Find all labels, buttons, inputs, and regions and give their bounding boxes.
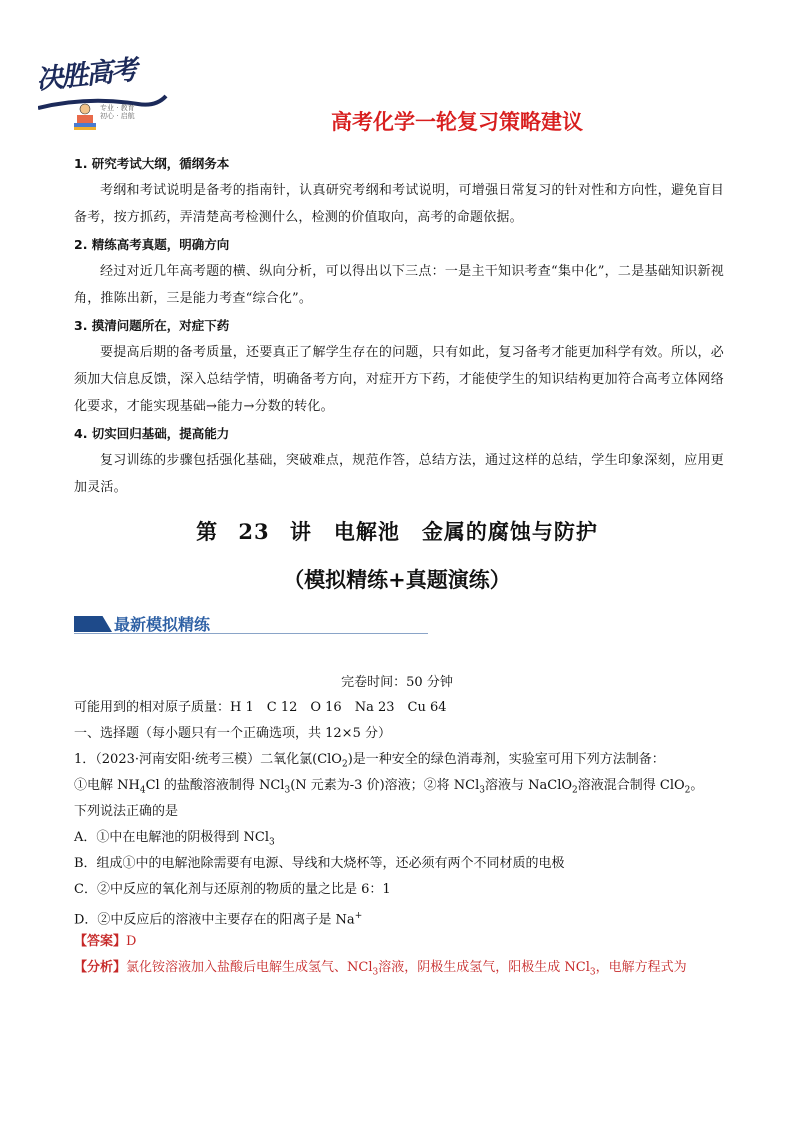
logo-text: 决胜高考 — [34, 54, 138, 96]
subscript: 4 — [139, 785, 146, 796]
question-1-prompt: 下列说法正确的是 — [74, 804, 179, 819]
q1-method-part: (N 元素为-3 价)溶液；②将 NCl — [290, 778, 480, 793]
analysis-label: 【分析】 — [74, 960, 127, 975]
analysis-text: 氯化铵溶液加入盐酸后电解生成氢气、NCl — [126, 960, 373, 975]
analysis-line — [74, 955, 734, 981]
strategy-paragraph-3: 要提高后期的备考质量，还要真正了解学生存在的问题，只有如此，复习备考才能更加科学有效。所以，必须加大信息反馈，深入总结学情，明确备考方向，对症开方下药，才能使学生的知识结构更加符合高考立体网络化要求，才能实现基础→能力→分数的转化。 — [74, 345, 724, 414]
q1-method-part: 溶液混合制得 ClO — [577, 778, 685, 793]
lecture-subtitle: （模拟精练+真题演练） — [283, 567, 511, 592]
answer-line — [74, 929, 734, 955]
section-banner-title: 最新模拟精练 — [114, 615, 211, 634]
subscript: 3 — [372, 967, 379, 978]
strategy-heading-4: 4. 切实回归基础，提高能力 — [74, 426, 230, 441]
q1-method-part: 。 — [690, 778, 704, 793]
lecture-title: 第 23 讲 电解池 金属的腐蚀与防护 — [196, 519, 598, 544]
atomic-masses: 可能用到的相对原子质量：H 1 C 12 O 16 Na 23 Cu 64 — [74, 700, 447, 715]
question-1-methods — [74, 773, 734, 799]
logo-subtext-line-2: 初心 · 启航 — [100, 112, 135, 120]
page-title — [0, 106, 794, 136]
question-area — [74, 695, 734, 981]
option-d — [74, 903, 734, 929]
strategy-paragraph-2: 经过对近几年高考题的横、纵向分析，可以得出以下三点：一是主干知识考查“集中化”，二是基础知识新视角，推陈出新，三是能力考查“综合化”。 — [74, 264, 724, 306]
subscript: 3 — [284, 785, 291, 796]
strategy-paragraph-4: 复习训练的步骤包括强化基础，突破难点，规范作答，总结方法，通过这样的总结，学生印象深刻，应用更加灵活。 — [74, 453, 724, 495]
option-d-text: D．②中反应后的溶液中主要存在的阳离子是 Na — [74, 912, 355, 928]
strategy-heading-3: 3. 摸清问题所在，对症下药 — [74, 318, 230, 333]
strategy-section — [74, 150, 724, 501]
section-instruction: 一、选择题（每小题只有一个正确选项，共 12×5 分） — [74, 726, 391, 741]
logo-subtext-line-1: 专业 · 教育 — [100, 104, 135, 112]
strategy-heading-2: 2. 精练高考真题，明确方向 — [74, 237, 230, 252]
question-1-stem — [74, 747, 734, 773]
banner-tab-shape — [74, 616, 112, 632]
page-title-text: 高考化学一轮复习策略建议 — [331, 110, 583, 134]
section-banner — [74, 612, 428, 636]
q1-stem-part: )是一种安全的绿色消毒剂，实验室可用下列方法制备： — [347, 752, 665, 767]
subscript: 3 — [589, 967, 596, 978]
subscript: 2 — [572, 785, 578, 796]
subscript: 2 — [341, 759, 348, 770]
subscript: 3 — [479, 785, 485, 796]
strategy-paragraph-1: 考纲和考试说明是备考的指南针，认真研究考纲和考试说明，可增强日常复习的针对性和方向性，避免盲目备考，按方抓药，弄清楚高考检测什么，检测的价值取向，高考的命题依据。 — [74, 183, 724, 225]
superscript: + — [354, 911, 363, 921]
subscript: 2 — [684, 785, 691, 796]
option-c: C．②中反应的氧化剂与还原剂的物质的量之比是 6：1 — [74, 882, 391, 897]
answer-value: D — [126, 934, 137, 949]
subscript: 3 — [269, 837, 275, 848]
q1-method-part: ①电解 NH — [74, 778, 140, 793]
analysis-text: ，电解方程式为 — [595, 960, 687, 975]
q1-method-part: 溶液与 NaClO — [484, 778, 573, 793]
option-a — [74, 825, 734, 851]
exam-time: 完卷时间：50 分钟 — [341, 675, 453, 690]
answer-label: 【答案】 — [74, 934, 127, 949]
q1-stem-part: 1．（2023·河南安阳·统考三模）二氧化氯(ClO — [74, 752, 342, 767]
q1-method-part: Cl 的盐酸溶液制得 NCl — [145, 778, 285, 793]
analysis-text: 溶液，阴极生成氢气，阳极生成 NCl — [378, 960, 590, 975]
option-b: B．组成①中的电解池除需要有电源、导线和大烧杯等，还必须有两个不同材质的电极 — [74, 856, 565, 871]
strategy-heading-1: 1. 研究考试大纲，循纲务本 — [74, 156, 230, 171]
option-a-text: A．①中在电解池的阴极得到 NCl — [74, 830, 270, 845]
